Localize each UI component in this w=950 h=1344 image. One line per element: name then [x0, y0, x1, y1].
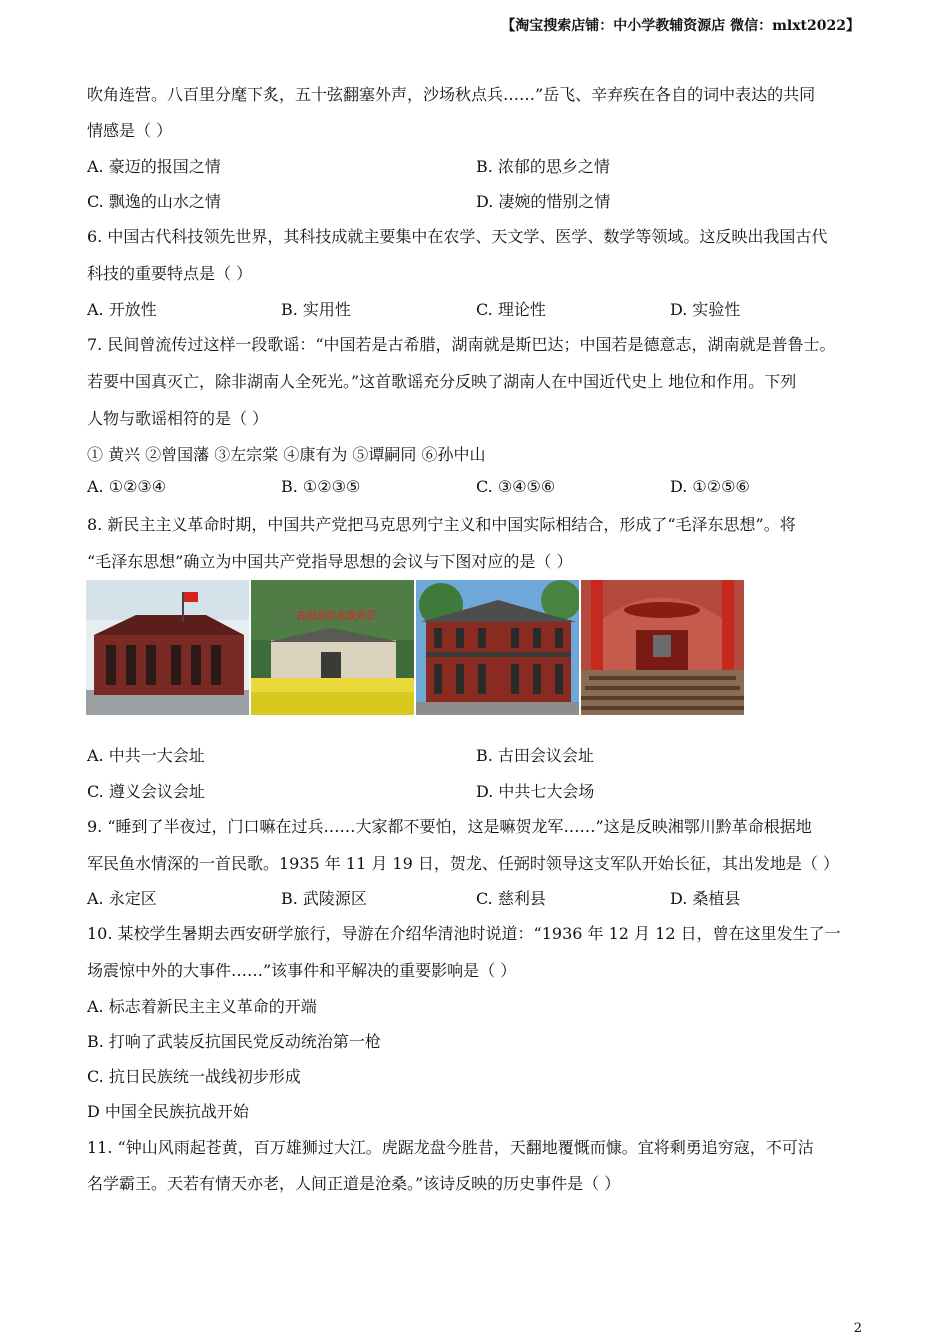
- q11-stem-line2: 名学霸王。天若有情天亦老，人间正道是沧桑。”该诗反映的历史事件是（ ）: [87, 1174, 621, 1193]
- photo-seventh-congress-hall: [581, 580, 744, 715]
- q7-stem-line3: 人物与歌谣相符的是（ ）: [87, 409, 269, 428]
- q6-option-a[interactable]: A. 开放性: [87, 300, 157, 319]
- q7-option-c[interactable]: C. ③④⑤⑥: [476, 477, 556, 496]
- q5-option-a[interactable]: A. 豪迈的报国之情: [87, 157, 221, 176]
- q10-stem-line1: 10. 某校学生暑期去西安研学旅行，导游在介绍华清池时说道：“1936 年 12 月 12 日，曾在这里发生了一: [87, 924, 841, 943]
- page-number: 2: [853, 1321, 862, 1336]
- q8-option-a[interactable]: A. 中共一大会址: [87, 746, 205, 765]
- q7-stem-line2: 若要中国真灭亡，除非湖南人全死光。”这首歌谣充分反映了湖南人在中国近代史上 地位和作用。下列: [87, 372, 797, 391]
- q8-stem-line2: “毛泽东思想”确立为中国共产党指导思想的会议与下图对应的是（ ）: [87, 552, 573, 571]
- q7-people-list: ① 黄兴 ②曾国藩 ③左宗棠 ④康有为 ⑤谭嗣同 ⑥孙中山: [87, 445, 486, 464]
- q5-stem-line1: 吹角连营。八百里分麾下炙，五十弦翻塞外声，沙场秋点兵……”岳飞、辛弃疾在各自的词中表达的共同: [87, 85, 816, 104]
- photo-sign-text: 古田会议永放光芒: [296, 611, 376, 622]
- q9-stem-line2: 军民鱼水情深的一首民歌。1935 年 11 月 19 日，贺龙、任弼时领导这支军队开始长征，其出发地是（ ）: [87, 854, 839, 873]
- q8-photo-strip: [86, 580, 746, 715]
- q8-stem-line1: 8. 新民主主义革命时期，中国共产党把马克思列宁主义和中国实际相结合，形成了“毛泽东思想”。将: [87, 515, 796, 534]
- q9-option-b[interactable]: B. 武陵源区: [281, 889, 367, 908]
- q8-option-c[interactable]: C. 遵义会议会址: [87, 782, 205, 801]
- q8-option-d[interactable]: D. 中共七大会场: [476, 782, 595, 801]
- q9-option-c[interactable]: C. 慈利县: [476, 889, 546, 908]
- page-header: 【淘宝搜索店铺：中小学教辅资源店 微信：mlxt2022】: [501, 18, 860, 34]
- q9-stem-line1: 9. “睡到了半夜过，门口嘛在过兵……大家都不要怕，这是嘛贺龙军……”这是反映湘鄂川黔革命根据地: [87, 817, 812, 836]
- q5-option-b[interactable]: B. 浓郁的思乡之情: [476, 157, 610, 176]
- q7-option-d[interactable]: D. ①②⑤⑥: [670, 477, 750, 496]
- q11-stem-line1: 11. “钟山风雨起苍黄，百万雄狮过大江。虎踞龙盘今胜昔，天翻地覆慨而慷。宜将剩勇追穷寇，不可沽: [87, 1138, 814, 1157]
- photo-first-congress-site: [86, 580, 249, 715]
- q10-option-c[interactable]: C. 抗日民族统一战线初步形成: [87, 1067, 301, 1086]
- q6-option-d[interactable]: D. 实验性: [670, 300, 741, 319]
- q8-option-b[interactable]: B. 古田会议会址: [476, 746, 594, 765]
- q6-option-b[interactable]: B. 实用性: [281, 300, 351, 319]
- q10-option-b[interactable]: B. 打响了武装反抗国民党反动统治第一枪: [87, 1032, 381, 1051]
- q5-option-d[interactable]: D. 凄婉的惜别之情: [476, 192, 611, 211]
- q10-option-d[interactable]: D 中国全民族抗战开始: [87, 1102, 249, 1121]
- q6-option-c[interactable]: C. 理论性: [476, 300, 546, 319]
- photo-zunyi-meeting-site: [416, 580, 579, 715]
- q9-option-a[interactable]: A. 永定区: [87, 889, 157, 908]
- q10-stem-line2: 场震惊中外的大事件……”该事件和平解决的重要影响是（ ）: [87, 961, 517, 980]
- q10-option-a[interactable]: A. 标志着新民主主义革命的开端: [87, 997, 317, 1016]
- q9-option-d[interactable]: D. 桑植县: [670, 889, 741, 908]
- q7-stem-line1: 7. 民间曾流传过这样一段歌谣：“中国若是古希腊，湖南就是斯巴达；中国若是德意志，湖南就是普鲁士。: [87, 335, 836, 354]
- q7-option-a[interactable]: A. ①②③④: [87, 477, 167, 496]
- q7-option-b[interactable]: B. ①②③⑤: [281, 477, 361, 496]
- q6-stem-line1: 6. 中国古代科技领先世界，其科技成就主要集中在农学、天文学、医学、数学等领域。这反映出我国古代: [87, 227, 828, 246]
- q5-option-c[interactable]: C. 飘逸的山水之情: [87, 192, 221, 211]
- q6-stem-line2: 科技的重要特点是（ ）: [87, 264, 253, 283]
- photo-gutian-meeting-site: [251, 580, 414, 715]
- q5-stem-line2: 情感是（ ）: [87, 121, 173, 140]
